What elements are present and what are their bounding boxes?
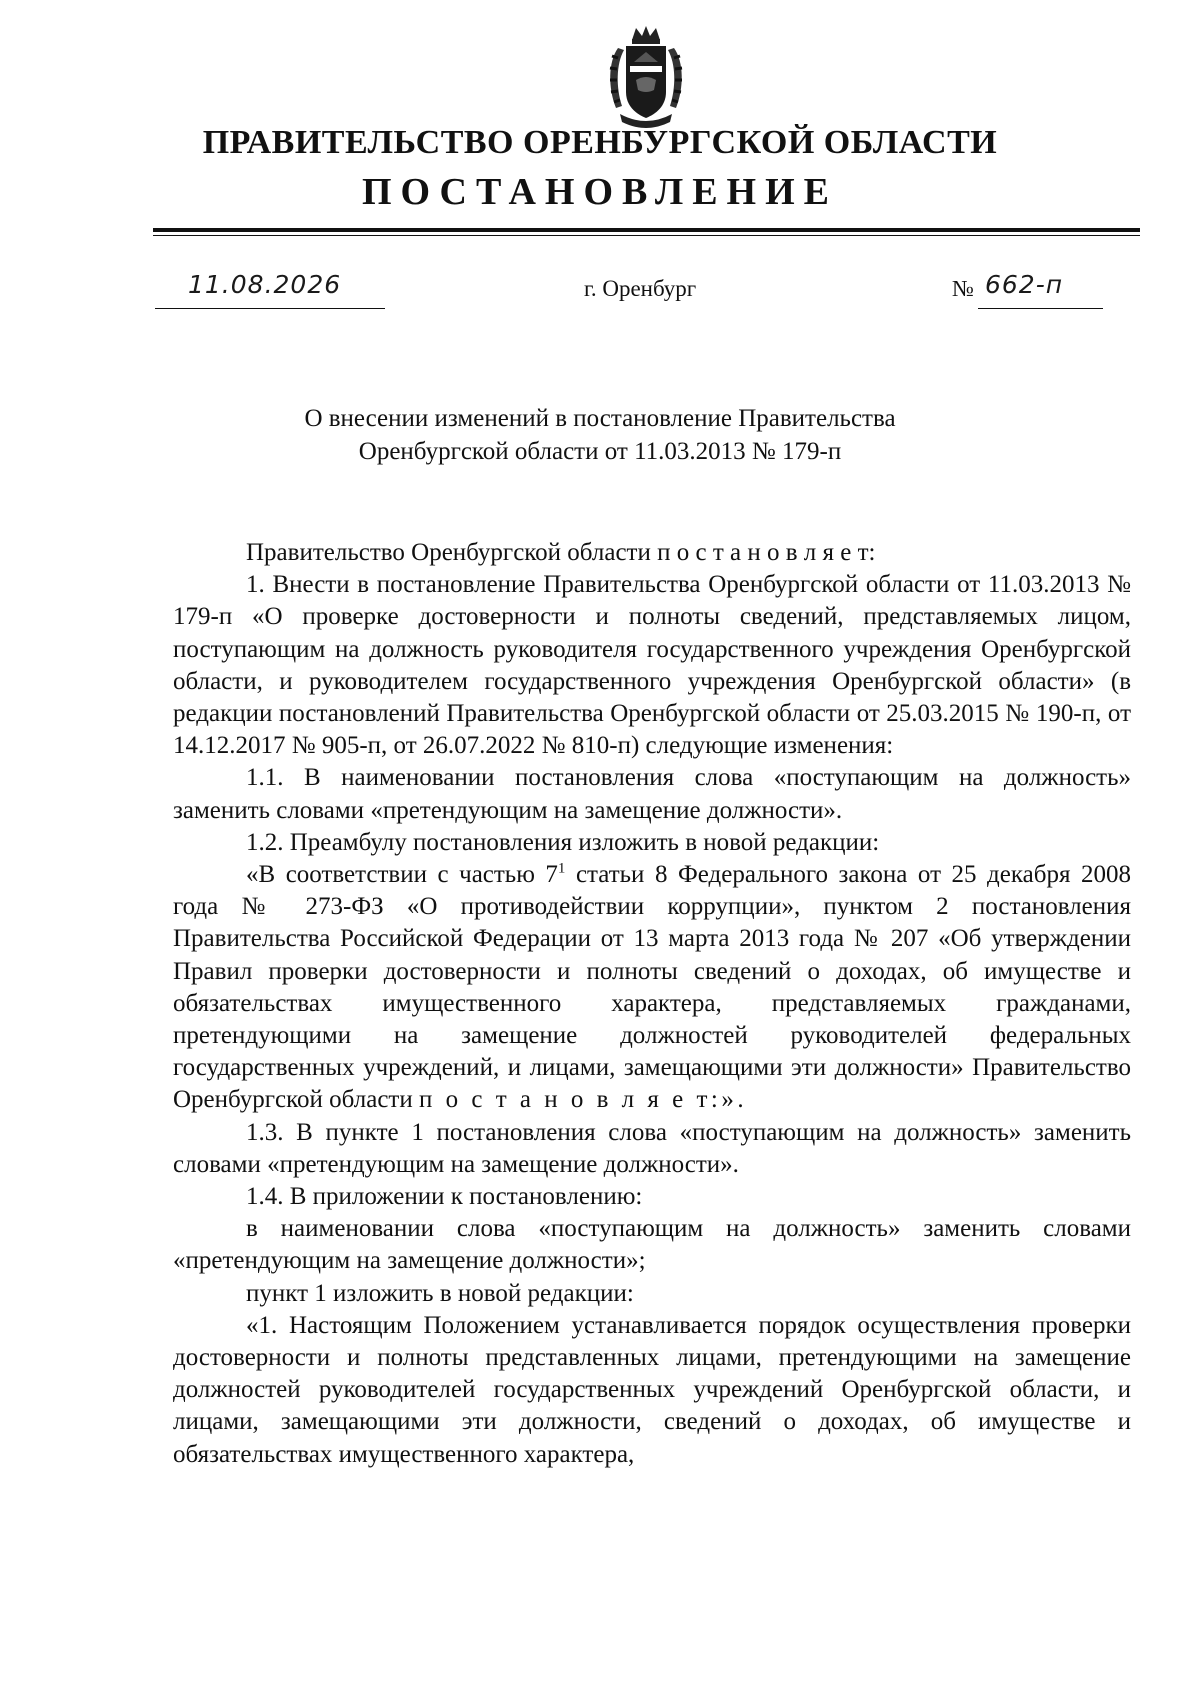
document-type-heading: ПОСТАНОВЛЕНИЕ bbox=[361, 171, 839, 213]
paragraph-1-3: 1.3. В пункте 1 постановления слова «поступающим на должность» заменить словами «претендующим на замещение должности». bbox=[173, 1118, 1131, 1178]
government-title: ПРАВИТЕЛЬСТВО ОРЕНБУРГСКОЙ ОБЛАСТИ bbox=[202, 124, 998, 161]
document-date: 11.08.2026 bbox=[188, 270, 342, 299]
preamble-paragraph bbox=[173, 859, 1131, 1117]
paragraph-1-4-b: пункт 1 изложить в новой редакции: bbox=[246, 1279, 634, 1307]
header-rule-thin bbox=[153, 235, 1140, 236]
superscript: 1 bbox=[557, 860, 566, 877]
paragraph-1-1: 1.1. В наименовании постановления слова «поступающим на должность» заменить словами «претендующим на замещение должности». bbox=[173, 764, 1131, 824]
subject-line: О внесении изменений в постановление Правительства bbox=[304, 405, 896, 432]
date-underline bbox=[155, 308, 385, 309]
paragraph-1-4-a: в наименовании слова «поступающим на должность» заменить словами «претендующим на замещение должности»; bbox=[173, 1215, 1131, 1275]
document-number: 662-п bbox=[985, 270, 1064, 299]
header-rule-thick bbox=[153, 228, 1140, 232]
document-city: г. Оренбург bbox=[584, 276, 697, 301]
coat-of-arms-icon bbox=[598, 22, 694, 134]
paragraph-1: 1. Внести в постановление Правительства Оренбургской области от 11.03.2013 № 179-п «О проверке достоверности и полноты сведений, представляемых лицом, поступающим на должность руководителя государственного учреждения Оренбургской области, и руководителем государственного учреждения Оренбургской области» (в редакции постановлений Правительства Оренбургской области от 25.03.2015 № 190-п, от 14.12.2017 № 905-п, от 26.07.2022 № 810-п) следующие изменения: bbox=[173, 571, 1131, 760]
document-subject bbox=[0, 402, 1200, 468]
document-body bbox=[173, 537, 1131, 1471]
subject-line: Оренбургской области от 11.03.2013 № 179-п bbox=[358, 438, 842, 465]
paragraph-1-4-c: «1. Настоящим Положением устанавливается порядок осуществления проверки достоверности и полноты представленных лицами, претендующими на замещение должностей руководителей государственных учреждений Оренбургской области, и лицами, замещающими эти должности, сведений о доходах, об имуществе и обязательствах имущественного характера, bbox=[173, 1311, 1131, 1468]
number-sign: № bbox=[952, 276, 974, 301]
body-intro: Правительство Оренбургской области bbox=[246, 539, 651, 566]
paragraph-1-2: 1.2. Преамбулу постановления изложить в новой редакции: bbox=[246, 828, 880, 856]
preamble-text-start: «В соответствии с частью 7 bbox=[246, 861, 558, 889]
decrees-word: п о с т а н о в л я е т: bbox=[657, 539, 876, 566]
body-intro-paragraph bbox=[173, 537, 1131, 569]
number-underline bbox=[978, 308, 1103, 309]
preamble-text-rest: статьи 8 Федерального закона от 25 декабря 2008 года № 273-ФЗ «О противодействии коррупции», пунктом 2 постановления Правительства Российской Федерации от 13 марта 2013 года № 207 «Об утверждении Правил проверки достоверности и полноты сведений о доходах, об имуществе и обязательствах имущественного характера, представляемых гражданами, претендующими на замещение должностей руководителей федеральных государственных учреждений, и лицами, замещающими эти должности» Правительство Оренбургской области bbox=[173, 861, 1131, 1114]
preamble-decrees-word: п о с т а н о в л я е т:». bbox=[418, 1086, 748, 1114]
paragraph-1-4: 1.4. В приложении к постановлению: bbox=[246, 1183, 643, 1211]
coat-of-arms-emblem bbox=[598, 22, 694, 134]
